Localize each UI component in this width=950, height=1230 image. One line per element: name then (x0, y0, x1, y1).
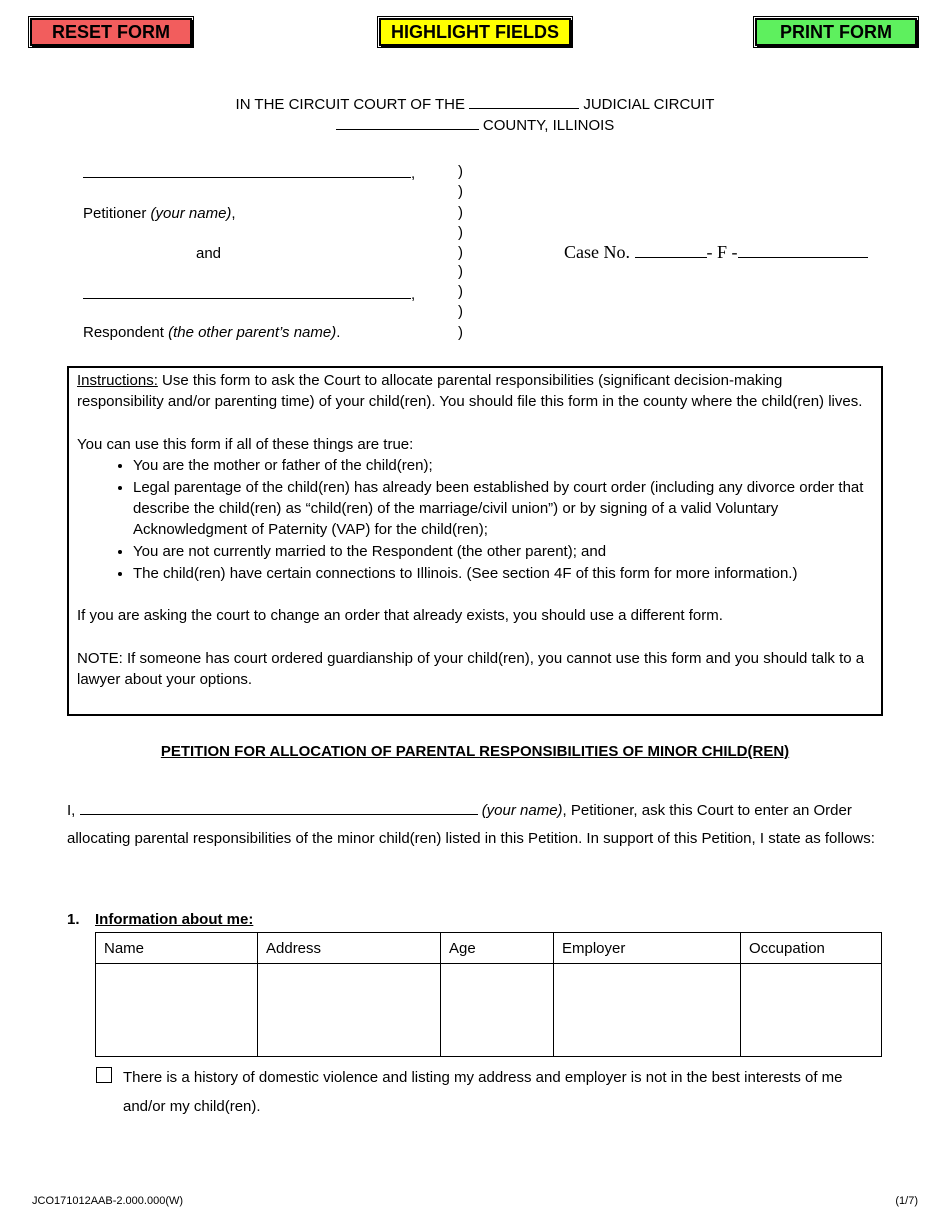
respondent-label: Respondent (the other parent’s name). (83, 324, 341, 341)
change-order-note: If you are asking the court to change an order that already exists, you should use a different form. (77, 607, 723, 624)
name-cell[interactable] (96, 964, 258, 1057)
caption-paren: ) (458, 263, 463, 280)
respondent-name-line: , (83, 284, 415, 303)
form-code: JCO171012AAB-2.000.000(W) (32, 1195, 184, 1207)
age-cell[interactable] (441, 964, 554, 1057)
instructions-box (67, 366, 883, 716)
petitioner-name-line: , (83, 163, 415, 182)
column-header-address: Address (258, 933, 441, 964)
column-header-employer: Employer (554, 933, 741, 964)
column-header-occupation: Occupation (741, 933, 882, 964)
domestic-violence-checkbox[interactable] (96, 1067, 112, 1083)
petition-title: PETITION FOR ALLOCATION OF PARENTAL RESPONSIBILITIES OF MINOR CHILD(REN) (160, 743, 790, 760)
respondent-name-field[interactable] (83, 284, 411, 299)
instructions-intro: Instructions: Use this form to ask the Court to allocate parental responsibilities (significant decision-making responsibility and/or parenting time) of your child(ren). You should file this form in the county where the child(ren) lives. (77, 372, 863, 410)
conditions-list (77, 455, 873, 584)
address-cell[interactable] (258, 964, 441, 1057)
petitioner-name-field[interactable] (83, 163, 411, 178)
instructions-label: Instructions: (77, 372, 158, 389)
case-no-label: Case No. (564, 242, 630, 262)
county-field[interactable] (336, 115, 479, 130)
and-label: and (196, 245, 222, 262)
case-number (564, 241, 868, 263)
caption-paren: ) (458, 204, 463, 221)
caption-paren: ) (458, 324, 463, 341)
court-header-line-2 (0, 115, 950, 134)
caption-paren: ) (458, 244, 463, 261)
caption-paren: ) (458, 224, 463, 241)
occupation-cell[interactable] (741, 964, 882, 1057)
highlight-fields-button[interactable]: HIGHLIGHT FIELDS (379, 18, 571, 46)
petition-intro: I, (your name), Petitioner, ask this Court to enter an Order allocating parental responsibilities of the minor child(ren) listed in this Petition. In support of this Petition, I state as follows: (67, 802, 875, 847)
caption-paren: ) (458, 163, 463, 180)
section-1-heading: 1. Information about me: (67, 911, 254, 928)
court-header-line-1 (0, 94, 950, 113)
judicial-circuit-field[interactable] (469, 94, 579, 109)
petitioner-label: Petitioner (your name), (83, 205, 236, 222)
list-item: • The child(ren) have certain connections to Illinois. (See section 4F of this form for more information.) (133, 563, 873, 584)
reset-form-button[interactable]: RESET FORM (30, 18, 192, 46)
list-item: • You are not currently married to the Respondent (the other parent); and (133, 541, 873, 562)
page-number: (1/7) (895, 1195, 918, 1207)
domestic-violence-label: There is a history of domestic violence and listing my address and employer is not in the best interests of me and/or my child(ren). (123, 1069, 843, 1115)
conditions-intro: You can use this form if all of these things are true: (77, 436, 414, 453)
guardianship-note: NOTE: If someone has court ordered guardianship of your child(ren), you cannot use this form and you should talk to a lawyer about your options. (77, 650, 865, 688)
list-item: • Legal parentage of the child(ren) has already been established by court order (including any divorce order that describe the child(ren) as “child(ren) of the marriage/civil union”) or by signing of a valid Voluntary Acknowledgment of Paternity (VAP) for the child(ren); (133, 477, 873, 540)
caption-paren: ) (458, 183, 463, 200)
caption-paren: ) (458, 303, 463, 320)
court-header-prefix: IN THE CIRCUIT COURT OF THE (235, 96, 465, 113)
case-number-field[interactable] (738, 241, 868, 258)
county-suffix: COUNTY, ILLINOIS (482, 117, 615, 134)
column-header-name: Name (96, 933, 258, 964)
table-row (96, 964, 882, 1057)
print-form-button[interactable]: PRINT FORM (755, 18, 917, 46)
court-header-suffix: JUDICIAL CIRCUIT (583, 96, 715, 113)
your-name-field[interactable] (80, 800, 478, 815)
case-year-field[interactable] (635, 241, 707, 258)
caption-paren: ) (458, 283, 463, 300)
list-item: • You are the mother or father of the child(ren); (133, 455, 873, 476)
column-header-age: Age (441, 933, 554, 964)
case-no-separator: - F - (706, 242, 738, 262)
about-me-table (95, 932, 882, 1057)
employer-cell[interactable] (554, 964, 741, 1057)
